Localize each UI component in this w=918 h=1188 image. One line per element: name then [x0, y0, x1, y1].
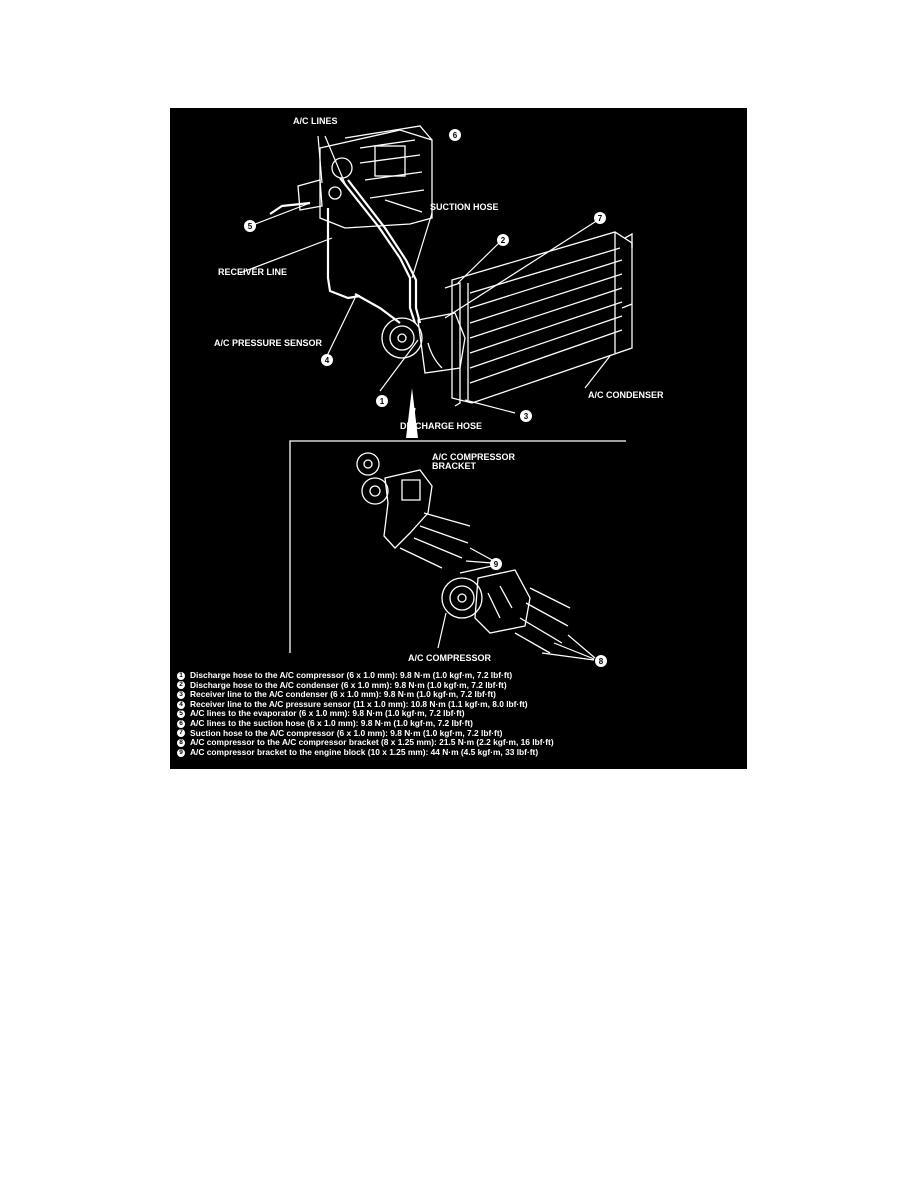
legend-text: A/C lines to the suction hose (6 x 1.0 mm): 9.8 N·m (1.0 kgf·m, 7.2 lbf·ft) — [190, 717, 473, 728]
svg-text:4: 4 — [324, 356, 330, 365]
legend-text: Receiver line to the A/C condenser (6 x 1.0 mm): 9.8 N·m (1.0 kgf·m, 7.2 lbf·ft) — [190, 689, 496, 700]
svg-text:1: 1 — [379, 397, 385, 406]
inset-leaders — [438, 548, 595, 660]
legend-number: 4 — [177, 701, 185, 709]
callout-4 — [321, 354, 333, 366]
legend-text: A/C compressor to the A/C compressor bracket (8 x 1.25 mm): 21.5 N·m (2.2 kgf·m, 16 lbf·ft) — [190, 737, 554, 748]
legend-item-9 — [177, 748, 742, 758]
svg-text:5: 5 — [247, 222, 253, 231]
label-ac-compressor-bracket-line2: BRACKET — [432, 461, 476, 471]
svg-text:2: 2 — [500, 236, 506, 245]
callout-7 — [594, 212, 606, 224]
ac-system-diagram — [170, 108, 747, 769]
callout-6 — [449, 129, 461, 141]
leader-lines — [240, 136, 610, 438]
inset-frame — [290, 441, 626, 653]
callout-8 — [595, 655, 607, 667]
legend-number: 5 — [177, 710, 185, 718]
compressor-lower — [442, 570, 570, 653]
label-ac-compressor: A/C COMPRESSOR — [408, 653, 492, 663]
legend-number: 7 — [177, 729, 185, 737]
diagram-labels — [214, 116, 664, 663]
svg-text:3: 3 — [523, 412, 529, 421]
condenser — [452, 232, 632, 403]
legend-number: 3 — [177, 691, 185, 699]
legend-text: A/C lines to the evaporator (6 x 1.0 mm): 9.8 N·m (1.0 kgf·m, 7.2 lbf·ft) — [190, 708, 465, 719]
label-ac-compressor-bracket-line1: A/C COMPRESSOR — [432, 452, 516, 462]
label-ac-lines: A/C LINES — [293, 116, 338, 126]
legend-text: Suction hose to the A/C compressor (6 x 1.0 mm): 9.8 N·m (1.0 kgf·m, 7.2 lbf·ft) — [190, 727, 503, 738]
callout-1 — [376, 395, 388, 407]
torque-legend — [177, 671, 742, 757]
callout-9 — [490, 558, 502, 570]
callout-2 — [497, 234, 509, 246]
callout-5 — [244, 220, 256, 232]
legend-text: A/C compressor bracket to the engine block (10 x 1.25 mm): 44 N·m (4.5 kgf·m, 33 lbf·ft) — [190, 746, 539, 757]
label-ac-condenser: A/C CONDENSER — [588, 390, 664, 400]
legend-number: 6 — [177, 720, 185, 728]
svg-text:6: 6 — [452, 131, 458, 140]
callout-3 — [520, 410, 532, 422]
legend-number: 8 — [177, 739, 185, 747]
legend-text: Receiver line to the A/C pressure sensor (11 x 1.0 mm): 10.8 N·m (1.1 kgf·m, 8.0 lbf·ft) — [190, 698, 528, 709]
svg-text:7: 7 — [597, 214, 603, 223]
svg-text:9: 9 — [493, 560, 499, 569]
ac-lines-pipes — [270, 178, 420, 323]
callout-circles — [244, 129, 607, 667]
label-ac-pressure-sensor: A/C PRESSURE SENSOR — [214, 338, 323, 348]
svg-text:8: 8 — [598, 657, 604, 666]
legend-text: Discharge hose to the A/C condenser (6 x 1.0 mm): 9.8 N·m (1.0 kgf·m, 7.2 lbf·ft) — [190, 679, 507, 690]
legend-text: Discharge hose to the A/C compressor (6 x 1.0 mm): 9.8 N·m (1.0 kgf·m, 7.2 lbf·ft) — [190, 670, 513, 680]
legend-number: 9 — [177, 749, 185, 757]
label-suction-hose: SUCTION HOSE — [430, 202, 499, 212]
label-discharge-hose: DISCHARGE HOSE — [400, 421, 483, 431]
legend-number: 1 — [177, 672, 185, 680]
label-receiver-line: RECEIVER LINE — [218, 267, 288, 277]
legend-number: 2 — [177, 681, 185, 689]
